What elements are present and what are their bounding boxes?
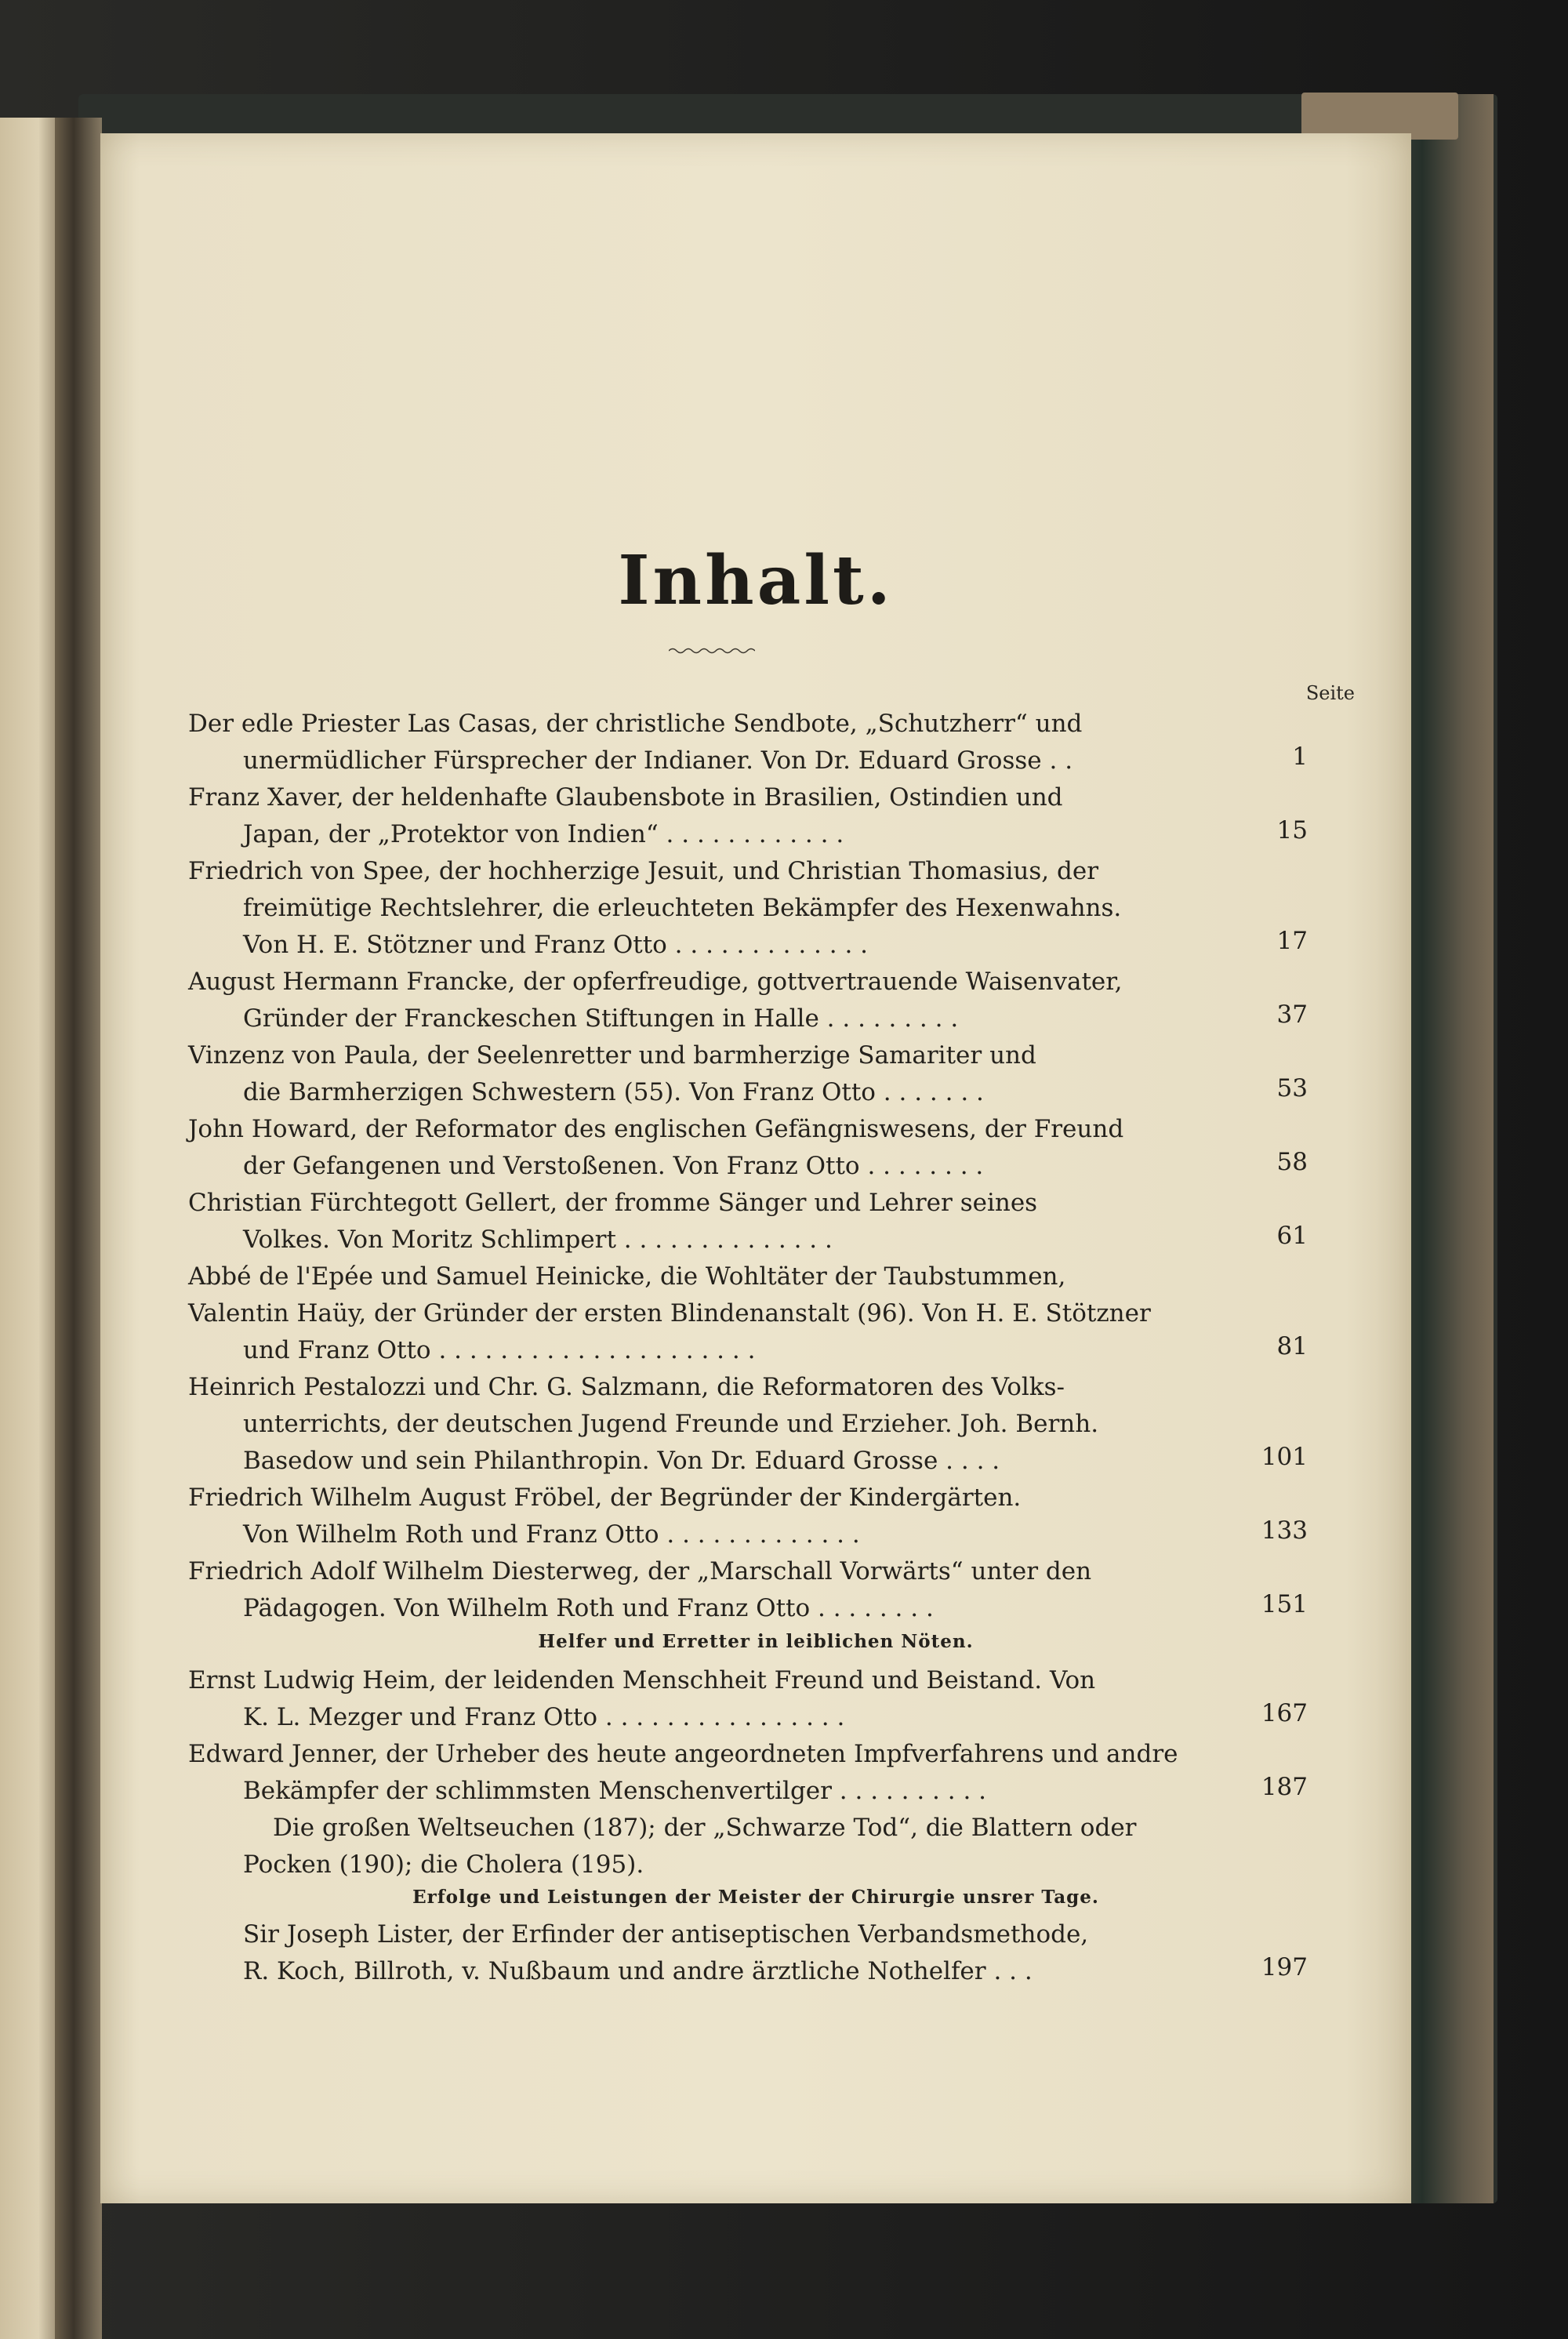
toc-entry: [188, 1037, 1270, 1111]
toc-line: Franz Xaver, der heldenhafte Glaubensbote in Brasilien, Ostindien und: [188, 783, 1063, 812]
toc-entry: [188, 1553, 1270, 1627]
toc-line: Volkes. Von Moritz Schlimpert . . . . . . . . . . . . . .: [243, 1226, 833, 1254]
toc-entry: [188, 1810, 1270, 1883]
toc-line: freimütige Rechtslehrer, die erleuchteten Bekämpfer des Hexenwahns.: [243, 894, 1122, 922]
toc-entry: [188, 853, 1270, 964]
toc-page-number: 197: [1261, 1953, 1308, 1981]
toc-line: Edward Jenner, der Urheber des heute angeordneten Impfverfahrens und andre: [188, 1740, 1178, 1768]
toc-line: unermüdlicher Fürsprecher der Indianer. Von Dr. Eduard Grosse . .: [243, 746, 1073, 775]
toc-line: Christian Fürchtegott Gellert, der fromme Sänger und Lehrer seines: [188, 1189, 1038, 1217]
seite-label: Seite: [1305, 682, 1355, 704]
toc-line: Pädagogen. Von Wilhelm Roth und Franz Otto . . . . . . . .: [243, 1594, 934, 1622]
toc-entry: [188, 779, 1270, 853]
toc-page-number: 37: [1276, 1001, 1308, 1029]
toc-entry: [188, 1916, 1270, 1990]
toc-page-number: 61: [1276, 1222, 1308, 1250]
toc-line: Pocken (190); die Cholera (195).: [243, 1850, 644, 1879]
toc-entry: [188, 1258, 1270, 1369]
toc-line: unterrichts, der deutschen Jugend Freunde und Erzieher. Joh. Bernh.: [243, 1410, 1099, 1438]
page-title: Inhalt.: [618, 541, 894, 620]
left-page-edge: [0, 118, 55, 2339]
toc-entry: [188, 1369, 1270, 1480]
toc-line: K. L. Mezger und Franz Otto . . . . . . . . . . . . . . . .: [243, 1703, 845, 1731]
toc-page-number: 1: [1292, 743, 1308, 771]
toc-page-number: 15: [1276, 816, 1308, 844]
toc-line: Ernst Ludwig Heim, der leidenden Menschheit Freund und Beistand. Von: [188, 1666, 1096, 1694]
toc-page-number: 167: [1261, 1699, 1308, 1727]
section-heading: Erfolge und Leistungen der Meister der Chirurgie unsrer Tage.: [412, 1887, 1099, 1908]
toc-page-number: 101: [1261, 1443, 1308, 1471]
toc-page-number: 17: [1276, 927, 1308, 955]
toc-entry: [188, 1111, 1270, 1185]
toc-line: Von Wilhelm Roth und Franz Otto . . . . . . . . . . . . .: [243, 1520, 860, 1549]
toc-line: August Hermann Francke, der opferfreudige, gottvertrauende Waisenvater,: [188, 968, 1123, 996]
toc-entry: [188, 1185, 1270, 1258]
toc-page-number: 151: [1261, 1590, 1308, 1618]
toc-line: Friedrich Wilhelm August Fröbel, der Begründer der Kindergärten.: [188, 1484, 1022, 1512]
toc-page-number: 53: [1276, 1074, 1308, 1102]
toc-line: Der edle Priester Las Casas, der christliche Sendbote, „Schutzherr“ und: [188, 710, 1083, 738]
toc-page-number: 81: [1276, 1332, 1308, 1360]
cover-corner: [1301, 93, 1458, 140]
section-heading: Helfer und Erretter in leiblichen Nöten.: [538, 1631, 974, 1652]
toc-line: Die großen Weltseuchen (187); der „Schwarze Tod“, die Blattern oder: [273, 1814, 1137, 1842]
toc-line: R. Koch, Billroth, v. Nußbaum und andre ärztliche Nothelfer . . .: [243, 1957, 1033, 1985]
toc-line: Bekämpfer der schlimmsten Menschenvertilger . . . . . . . . . .: [243, 1777, 987, 1805]
toc-line: John Howard, der Reformator des englischen Gefängniswesens, der Freund: [188, 1115, 1124, 1143]
toc-line: Japan, der „Protektor von Indien“ . . . . . . . . . . . .: [243, 820, 844, 848]
toc-line: die Barmherzigen Schwestern (55). Von Franz Otto . . . . . . .: [243, 1078, 984, 1106]
toc-line: Friedrich von Spee, der hochherzige Jesuit, und Christian Thomasius, der: [188, 857, 1099, 885]
toc-line: Basedow und sein Philanthropin. Von Dr. Eduard Grosse . . . .: [243, 1447, 1000, 1475]
toc-page-number: 58: [1276, 1148, 1308, 1176]
toc-line: der Gefangenen und Verstoßenen. Von Franz Otto . . . . . . . .: [243, 1152, 984, 1180]
toc-line: Friedrich Adolf Wilhelm Diesterweg, der „Marschall Vorwärts“ unter den: [188, 1557, 1092, 1585]
toc-line: Valentin Haüy, der Gründer der ersten Blindenanstalt (96). Von H. E. Stötzner: [188, 1299, 1151, 1327]
toc-entry: [188, 964, 1270, 1037]
title-ornament: [669, 647, 755, 655]
toc-page-number: 187: [1261, 1773, 1308, 1801]
toc-line: Abbé de l'Epée und Samuel Heinicke, die Wohltäter der Taubstummen,: [188, 1262, 1066, 1291]
toc-line: Vinzenz von Paula, der Seelenretter und barmherzige Samariter und: [188, 1041, 1036, 1070]
toc-page-number: 133: [1261, 1516, 1308, 1545]
toc-line: Sir Joseph Lister, der Erfinder der antiseptischen Verbandsmethode,: [243, 1920, 1089, 1949]
book-page: [100, 133, 1411, 2203]
book-gutter: [55, 118, 102, 2339]
toc-entry: [188, 1736, 1270, 1810]
toc-line: Von H. E. Stötzner und Franz Otto . . . . . . . . . . . . .: [243, 931, 869, 959]
toc-entry: [188, 1480, 1270, 1553]
toc-line: Gründer der Franckeschen Stiftungen in Halle . . . . . . . . .: [243, 1004, 959, 1033]
toc-entry: [188, 706, 1270, 779]
toc-entry: [188, 1662, 1270, 1736]
toc-line: und Franz Otto . . . . . . . . . . . . . . . . . . . . .: [243, 1336, 756, 1364]
toc-line: Heinrich Pestalozzi und Chr. G. Salzmann, die Reformatoren des Volks-: [188, 1373, 1065, 1401]
